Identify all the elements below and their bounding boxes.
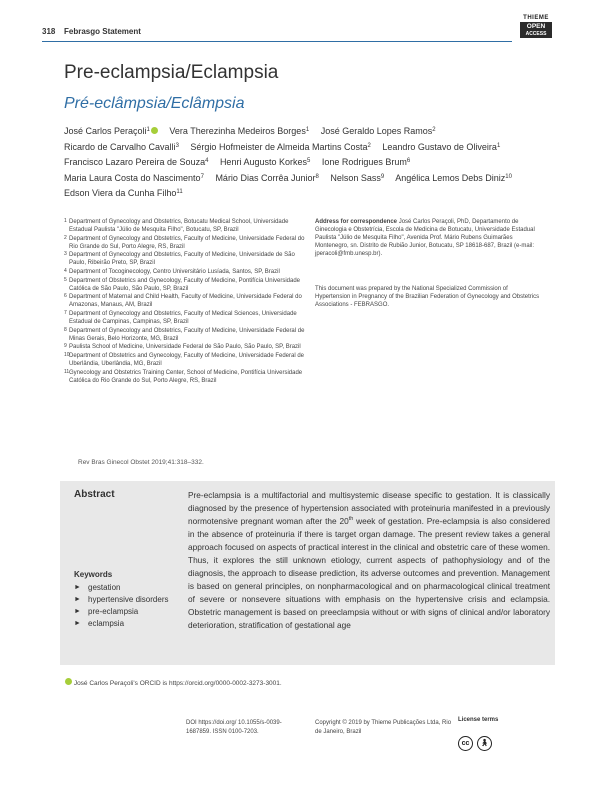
author-affil-sup: 1 xyxy=(146,127,150,133)
abstract-text-part1: Pre-eclampsia is a multifactorial and multisystemic disease specific to gestation. It is classically diagnosed by the presence of hypertension associated with proteinuria manifested in a previously normotensive pregnant woman after the 20 xyxy=(188,490,550,526)
affiliation-number: 11 xyxy=(64,368,70,375)
header-rule xyxy=(42,41,512,42)
author-affil-sup: 10 xyxy=(505,173,512,180)
author-name: Mário Dias Corrêa Junior xyxy=(215,172,316,183)
affiliation-item xyxy=(64,369,309,385)
author xyxy=(64,173,204,183)
prepared-note: This document was prepared by the National Specialized Commission of Hypertension in Pregnancy of the Brazilian Federation of Gynecology and Obstetrics Associations - FEBRASGO. xyxy=(315,286,540,309)
affiliation-text: Department of Maternal and Child Health, Faculty of Medicine, Universidade Federal do Amazonas, Manaus, AM, Brazil xyxy=(69,294,302,309)
logo-access: ACCESS xyxy=(520,31,552,38)
keyword-text: gestation xyxy=(88,583,121,592)
author xyxy=(215,173,318,183)
affiliation-item xyxy=(64,343,309,351)
article-title: Pre-eclampsia/Eclampsia xyxy=(64,62,279,83)
author-affil-sup: 7 xyxy=(200,173,204,180)
affiliation-number: 7 xyxy=(64,310,67,317)
keywords-list xyxy=(74,582,174,630)
keyword-text: hypertensive disorders xyxy=(88,595,169,604)
keyword-item xyxy=(74,606,174,618)
license-icons xyxy=(458,732,496,751)
author-name: Nelson Sass xyxy=(330,172,381,183)
correspondence xyxy=(315,218,540,258)
affiliations xyxy=(64,218,309,385)
author-affil-sup: 2 xyxy=(367,142,371,149)
author xyxy=(330,173,384,183)
author-affil-sup: 3 xyxy=(175,142,179,149)
author-name: Sérgio Hofmeister de Almeida Martins Costa xyxy=(190,141,368,152)
affiliation-item xyxy=(64,293,309,309)
author xyxy=(64,142,179,152)
affiliation-number: 4 xyxy=(64,268,67,275)
license-label: License terms xyxy=(458,717,499,723)
affiliation-item xyxy=(64,218,309,234)
author xyxy=(64,188,183,198)
affiliation-text: Department of Gynecology and Obstetrics, Faculty of Medicine, Universidade de São Paulo, Ribeirão Preto, SP, Brazil xyxy=(69,252,295,267)
arrow-icon: ► xyxy=(74,584,81,591)
author-name: Ricardo de Carvalho Cavalli xyxy=(64,141,176,152)
orcid-note xyxy=(64,678,309,688)
author-affil-sup: 8 xyxy=(315,173,319,180)
journal-reference: Rev Bras Ginecol Obstet 2019;41:318–332. xyxy=(78,459,204,466)
affiliation-item xyxy=(64,235,309,251)
affiliation-text: Department of Obstetrics and Gynecology, Faculty of Medicine, Universidade Federal de Uberlândia, Uberlândia, MG, Brazil xyxy=(69,353,305,368)
affiliation-number: 8 xyxy=(64,326,67,333)
affiliation-item xyxy=(64,352,309,368)
doi-info: DOI https://doi.org/ 10.1055/s-0039-1687859. ISSN 0100-7203. xyxy=(186,720,282,735)
author-name: Edson Viera da Cunha Filho xyxy=(64,188,177,198)
affiliation-item xyxy=(64,277,309,293)
affiliation-text: Department of Gynecology and Obstetrics, Faculty of Medicine, Universidade Federal de Minas Gerais, Belo Horizonte, MG, Brazil xyxy=(69,327,305,342)
keywords-heading: Keywords xyxy=(74,570,113,579)
affiliation-text: Department of Gynecology and Obstetrics, Botucatu Medical School, Universidade Estadual Paulista "Júlio de Mesquita Filho", Botucatu, SP, Brazil xyxy=(69,219,289,234)
logo-open: OPEN xyxy=(520,22,552,31)
affiliation-text: Department of Gynecology and Obstetrics, Faculty of Medicine, Universidade Federal do Rio Grande do Sul, Porto Alegre, RS, Brazil xyxy=(69,235,305,250)
author xyxy=(64,126,158,136)
author xyxy=(382,142,500,152)
keyword-text: pre-eclampsia xyxy=(88,607,139,616)
author-name: Francisco Lazaro Pereira de Souza xyxy=(64,157,206,167)
arrow-icon: ► xyxy=(74,596,81,603)
affiliation-text: Department of Tocoginecology, Centro Universitário Lusíada, Santos, SP, Brazil xyxy=(69,269,280,276)
affiliation-item xyxy=(64,251,309,267)
affiliation-text: Gynecology and Obstetrics Training Center, School of Medicine, Pontifícia Universidade Católica do Rio Grande do Sul, Porto Alegre, RS, Brazil xyxy=(69,369,303,384)
abstract-text-sup: th xyxy=(348,516,354,523)
author-affil-sup: 1 xyxy=(305,127,310,133)
affiliation-item xyxy=(64,327,309,343)
author-list xyxy=(64,124,544,202)
author-name: Leandro Gustavo de Oliveira xyxy=(382,141,497,152)
running-title: Febrasgo Statement xyxy=(64,27,141,36)
author xyxy=(321,126,436,136)
author-affil-sup: 1 xyxy=(496,142,501,149)
affiliation-number: 5 xyxy=(64,276,67,283)
arrow-icon: ► xyxy=(74,608,81,615)
abstract-heading: Abstract xyxy=(74,489,115,500)
abstract-text xyxy=(188,489,550,631)
author-name: José Geraldo Lopes Ramos xyxy=(320,126,433,136)
author xyxy=(64,157,208,167)
affiliation-number: 2 xyxy=(64,234,67,241)
orcid-icon[interactable] xyxy=(151,127,158,134)
author-name: Vera Therezinha Medeiros Borges xyxy=(169,126,306,136)
orcid-note-text: José Carlos Peraçoli's ORCID is https://orcid.org/0000-0002-3273-3001. xyxy=(73,680,282,687)
affiliation-number: 9 xyxy=(64,343,67,350)
author xyxy=(322,157,410,167)
author-name: Angélica Lemos Debs Diniz xyxy=(395,172,506,183)
author-affil-sup: 5 xyxy=(306,158,311,164)
author xyxy=(169,126,309,136)
affiliation-number: 1 xyxy=(64,218,67,224)
keyword-item xyxy=(74,618,174,630)
affiliation-item xyxy=(64,268,309,276)
affiliation-item xyxy=(64,310,309,326)
author xyxy=(395,173,512,183)
orcid-icon[interactable] xyxy=(65,678,72,685)
author-affil-sup: 4 xyxy=(205,158,209,164)
author-affil-sup: 9 xyxy=(380,173,385,180)
author-affil-sup: 2 xyxy=(432,127,436,133)
copyright: Copyright © 2019 by Thieme Publicações Ltda, Rio de Janeiro, Brazil xyxy=(315,720,452,735)
correspondence-text: José Carlos Peraçoli, PhD, Departamento de Ginecologia e Obstetrícia, Escola de Medicina de Botucatu, Universidade Estadual Paulista "Júlio de Mesquita Filho", Avenida Prof. Mário Rubens Guimarães Montenegro, sn. Distrito de Rubião Junior, Botucatu, SP 18618-687, Brazil (e-mail: jperacoli@fmb.unesp.br). xyxy=(315,219,535,258)
keyword-text: eclampsia xyxy=(88,619,125,628)
affiliation-number: 3 xyxy=(64,251,67,258)
affiliation-number: 6 xyxy=(64,293,67,300)
keyword-item xyxy=(74,582,174,594)
author-name: Maria Laura Costa do Nascimento xyxy=(64,172,201,183)
author xyxy=(220,157,310,167)
author-name: Ione Rodrigues Brum xyxy=(321,157,407,167)
author-name: José Carlos Peraçoli xyxy=(64,126,147,136)
keyword-item xyxy=(74,594,174,606)
arrow-icon: ► xyxy=(74,620,81,627)
affiliation-text: Paulista School of Medicine, Universidade Federal de São Paulo, São Paulo, SP, Brazil xyxy=(69,344,301,351)
attribution-icon[interactable]: 🚶︎ xyxy=(477,736,492,751)
abstract-text-part2: week of gestation. Pre-eclampsia is also considered in the absence of proteinuria if there is target organ damage. The present review takes a general approach focused on aspects of practical interest in the clinical and obstetric care of these women. Thus, it explores the still unknown etiology, current aspects of pathophysiology and of the diagnosis, the approach to disease prediction, its adverse outcomes and prevention. Management is based on general principles, on nonpharmacological and on pharmacological clinical treatment of severe or nonsevere situations with emphasis on the hypertensive crisis and eclampsia. Obstetric management is based on preeclampsia without or with signs of clinical and/or laboratory deterioration, stratification of gestational age xyxy=(188,515,550,630)
author xyxy=(190,142,370,152)
affiliation-number: 10 xyxy=(64,352,70,358)
thieme-open-access-logo xyxy=(520,15,552,38)
correspondence-label: Address for correspondence xyxy=(315,219,398,225)
affiliation-text: Department of Obstetrics and Gynecology, Faculty of Medicine, Pontifícia Universidade Católica de São Paulo, São Paulo, SP, Brazil xyxy=(69,277,300,292)
page-number: 318 xyxy=(42,27,56,36)
affiliation-text: Department of Gynecology and Obstetrics, Faculty of Medical Sciences, Universidade Estadual de Campinas, Campinas, SP, Brazil xyxy=(69,311,297,326)
creative-commons-icon[interactable]: cc xyxy=(458,736,473,751)
author-affil-sup: 11 xyxy=(176,189,183,195)
author-name: Henri Augusto Korkes xyxy=(219,157,307,167)
logo-publisher: THIEME xyxy=(523,15,549,21)
author-affil-sup: 6 xyxy=(406,158,411,164)
article-subtitle: Pré-eclâmpsia/Eclâmpsia xyxy=(64,95,245,112)
